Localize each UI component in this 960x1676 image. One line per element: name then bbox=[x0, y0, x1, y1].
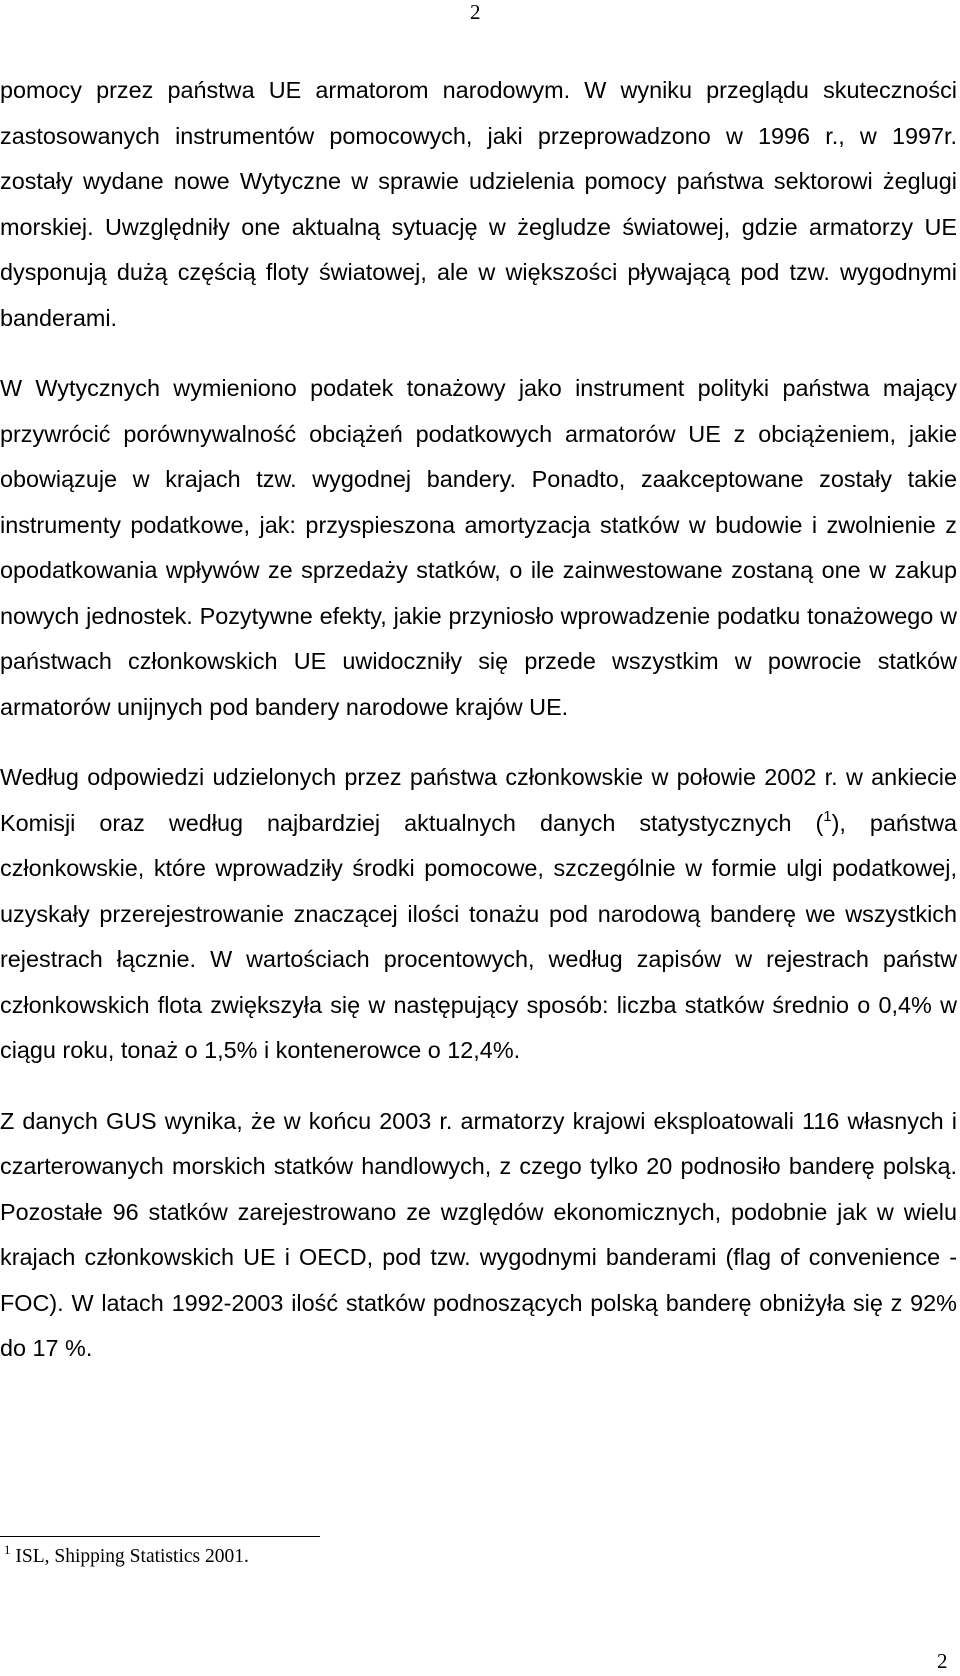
footnote-1 bbox=[4, 1542, 249, 1569]
paragraph-3-text-after-ref: ), państwa członkowskie, które wprowadziły środki pomocowe, szczególnie w formie ulgi podatkowej, uzyskały przerejestrowanie znaczącej ilości tonażu pod narodową banderę we wszystkich rejestrach łącznie. W wartościach procentowych, według zapisów w rejestrach państw członkowskich flota zwiększyła się w następujący sposób: liczba statków średnio o 0,4% w ciągu roku, tonaż o 1,5% i kontenerowce o 12,4%. bbox=[0, 809, 957, 1063]
page-number-bottom: 2 bbox=[937, 1649, 948, 1673]
page-number-top: 2 bbox=[470, 0, 481, 24]
paragraph-3 bbox=[0, 755, 957, 1074]
paragraph-3-text-before-ref: Według odpowiedzi udzielonych przez państwa członkowskie w połowie 2002 r. w ankiecie Komisji oraz według najbardziej aktualnych danych statystycznych ( bbox=[0, 764, 957, 836]
footnote-reference[interactable]: 1 bbox=[823, 807, 832, 825]
paragraph-4: Z danych GUS wynika, że w końcu 2003 r. armatorzy krajowi eksploatowali 116 własnych i czarterowanych morskich statków handlowych, z czego tylko 20 podnosiło banderę polską. Pozostałe 96 statków zarejestrowano ze względów ekonomicznych, podobnie jak w wielu krajach członkowskich UE i OECD, pod tzw. wygodnymi banderami (flag of convenience - FOC). W latach 1992-2003 ilość statków podnoszących polską banderę obniżyła się z 92% do 17 %. bbox=[0, 1107, 957, 1361]
footnote-number: 1 bbox=[4, 1542, 11, 1557]
footnote-separator bbox=[0, 1536, 320, 1537]
footnote-text: ISL, Shipping Statistics 2001. bbox=[10, 1546, 249, 1567]
document-body bbox=[0, 68, 957, 1397]
paragraph-2: W Wytycznych wymieniono podatek tonażowy jako instrument polityki państwa mający przywrócić porównywalność obciążeń podatkowych armatorów UE z obciążeniem, jakie obowiązuje w krajach tzw. wygodnej bandery. Ponadto, zaakceptowane zostały takie instrumenty podatkowe, jak: przyspieszona amortyzacja statków w budowie i zwolnienie z opodatkowania wpływów ze sprzedaży statków, o ile zainwestowane zostaną one w zakup nowych jednostek. Pozytywne efekty, jakie przyniosło wprowadzenie podatku tonażowego w państwach członkowskich UE uwidoczniły się przede wszystkim w powrocie statków armatorów unijnych pod bandery narodowe krajów UE. bbox=[0, 375, 957, 720]
paragraph-1: pomocy przez państwa UE armatorom narodowym. W wyniku przeglądu skuteczności zastosowanych instrumentów pomocowych, jaki przeprowadzono w 1996 r., w 1997r. zostały wydane nowe Wytyczne w sprawie udzielenia pomocy państwa sektorowi żeglugi morskiej. Uwzględniły one aktualną sytuację w żegludze światowej, gdzie armatorzy UE dysponują dużą częścią floty światowej, ale w większości pływającą pod tzw. wygodnymi banderami. bbox=[0, 77, 957, 331]
